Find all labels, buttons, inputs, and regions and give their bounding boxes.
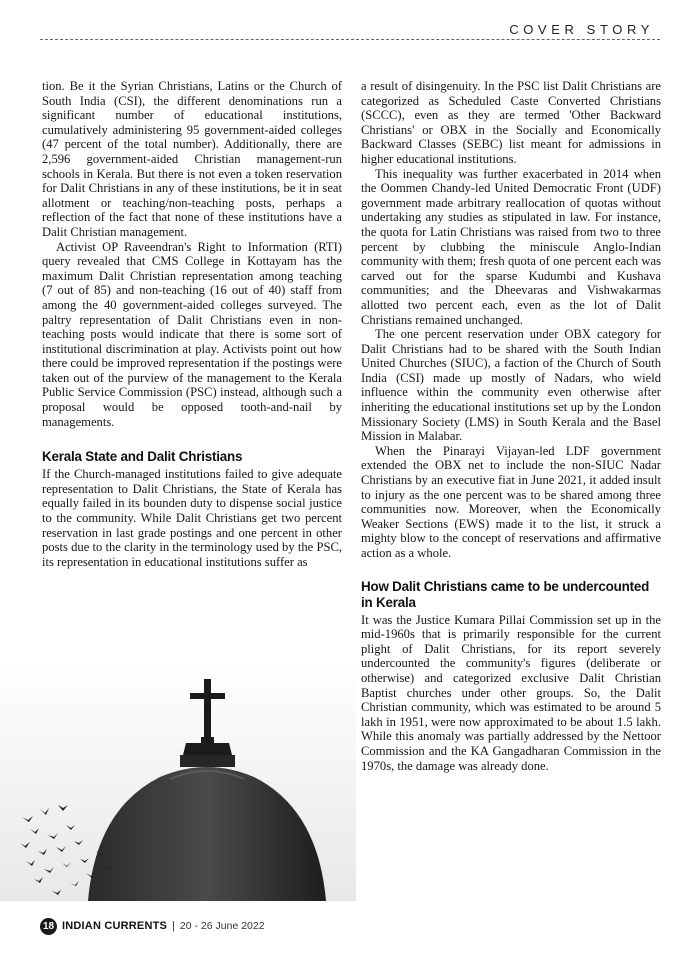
paragraph: tion. Be it the Syrian Christians, Latins or the Church of South India (CSI), the different denominations run a significant number of educational institutions, cumulatively administering 95 government-aided colleges (47 percent of the total number). Additionally, there are 2,596 government-aided Christian management-run schools in Kerala. But there is not even a token reservation for Dalit Christians in any of these institutions, be it in seat allotment or teaching/non-teaching posts, perhaps a reflection of the fact that none of these institutions have a Dalit Christian management. bbox=[42, 79, 342, 239]
church-dome-photo bbox=[0, 659, 356, 901]
paragraph: Activist OP Raveendran's Right to Information (RTI) query revealed that CMS College in Kottayam has the maximum Dalit Christian representation among teaching (7 out of 85) and non-teaching (16 out of 40) staff from among the 40 government-aided colleges surveyed. The paltry representation of Dalit Christians even in non-teaching posts would indicate that there is some sort of institutional discrimination at play. Activists point out how there could be improved representation if the postings were taken out of the purview of the management to the Kerala Public Service Commission (PSC) instead, although such a proposal would be opposed tooth-and-nail by managements. bbox=[42, 239, 342, 429]
section-subheading: Kerala State and Dalit Christians bbox=[42, 449, 243, 465]
paragraph: a result of disingenuity. In the PSC list Dalit Christians are categorized as Scheduled Caste Converted Christians (SCCC), even as they are termed 'Other Backward Christians' or OBX in the Socially and Economically Backward Classes (SEBC) list meant for admissions in higher educational institutions. bbox=[361, 79, 661, 166]
publication-name: INDIAN CURRENTS bbox=[62, 920, 168, 932]
left-column bbox=[42, 79, 342, 569]
paragraph: This inequality was further exacerbated in 2014 when the Oommen Chandy-led United Democratic Front (UDF) government made arbitrary reallocation of quotas without undertaking any studies as stipulated in law. For instance, the quota for Latin Christians was raised from two to three percent by clubbing the miniscule Anglo-Indian community with them; fresh quota of one percent each was carved out for the sparse Kudumbi and Kushava communities; and the Dheevaras and Vishwakarmas allotted two percent each, even as the lot of Dalit Christians remained unchanged. bbox=[361, 166, 661, 327]
page-number: 18 bbox=[40, 918, 57, 935]
page-footer bbox=[40, 916, 265, 936]
section-subheading: How Dalit Christians came to be undercounted in Kerala bbox=[361, 578, 650, 610]
section-title: COVER STORY bbox=[509, 22, 654, 37]
right-column bbox=[361, 79, 661, 773]
paragraph: It was the Justice Kumara Pillai Commission set up in the mid-1960s that is primarily responsible for the current plight of Dalit Christians, for its report severely undercounted the community's figures (deliberate or otherwise) and categorized exclusive Dalit Christian Baptist churches under other groups. So, the Dalit Christian community, which was estimated to be around 5 lakh in 1951, were now approximated to be about 1.5 lakh. While this anomaly was partially addressed by the Nettoor Commission and the KA Gangadharan Commission in the 1970s, the damage was already done. bbox=[361, 612, 661, 773]
issue-date: 20 - 26 June 2022 bbox=[179, 920, 265, 932]
paragraph: If the Church-managed institutions failed to give adequate representation to Dalit Christians, the State of Kerala has equally failed in its bounden duty to dispense social justice to the community. While Dalit Christians get two percent reservation in last grade postings and one percent in other posts due to the clarity in the terminology used by the PSC, its representation in educational institutions suffer as bbox=[42, 467, 342, 569]
paragraph: The one percent reservation under OBX category for Dalit Christians had to be shared with the South Indian United Churches (SIUC), a faction of the Church of South India (CSI) made up mostly of Nadars, who wield influence within the community even otherwise after inheriting the educational institutions set up by the London Missionary Society (LMS) in South Kerala and the Basel Mission in Malabar. bbox=[361, 327, 661, 444]
footer-separator: | bbox=[172, 920, 175, 932]
header-dashed-rule bbox=[40, 39, 660, 40]
section-header bbox=[40, 20, 660, 42]
church-silhouette-image bbox=[0, 659, 356, 901]
paragraph: When the Pinarayi Vijayan-led LDF government extended the OBX net to include the non-SIUC Nadar Christians by an executive fiat in June 2021, it added insult to injury as the one percent was to be shared among three communities now. Moreover, when the Economically Weaker Sections (EWS) made it to the list, it struck a mighty blow to the concept of reservations and affirmative action as a whole. bbox=[361, 443, 661, 560]
